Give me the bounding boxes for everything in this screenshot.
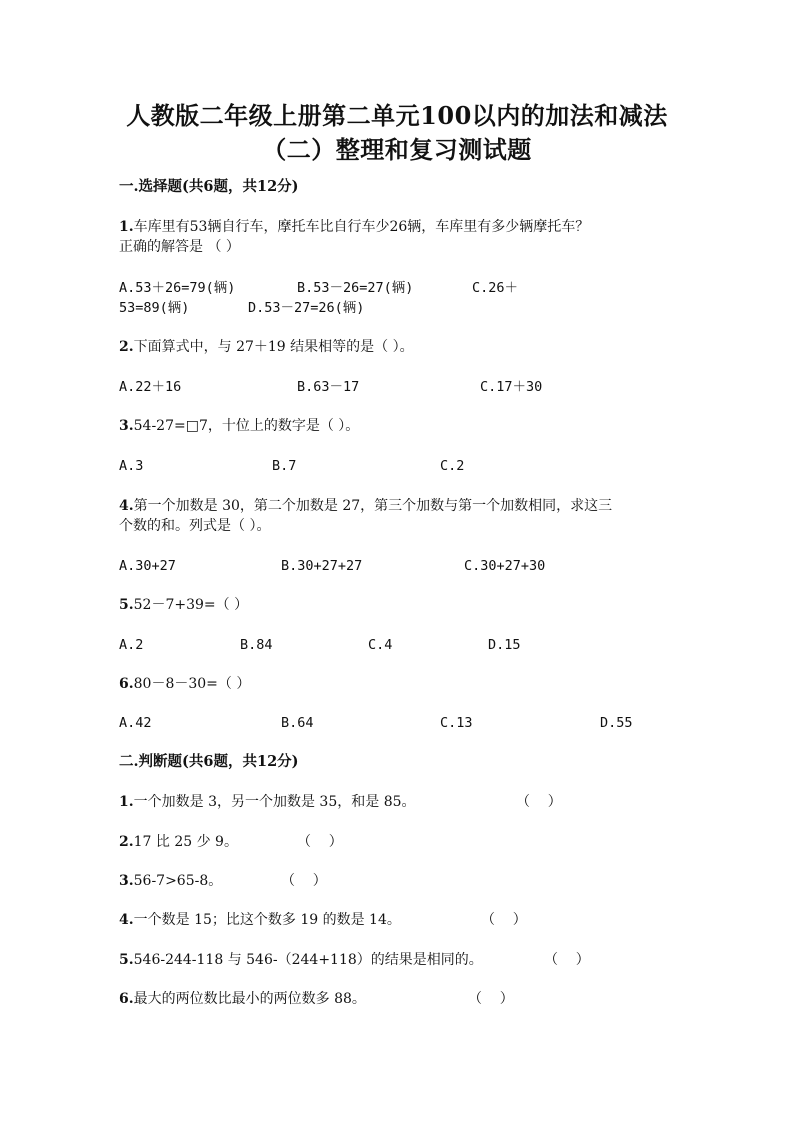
answer-blank[interactable]: （ ） bbox=[297, 834, 343, 850]
question-number: 2. bbox=[119, 339, 134, 355]
question-6 bbox=[119, 675, 250, 693]
item-text: 一个加数是 3，另一个加数是 35，和是 85。 bbox=[133, 794, 416, 810]
answer-blank[interactable]: （ ） bbox=[281, 873, 327, 889]
option-b[interactable]: B.84 bbox=[240, 637, 273, 653]
option-c-continued[interactable]: 53=89(辆) bbox=[119, 300, 190, 316]
question-1 bbox=[119, 218, 589, 236]
judgement-item-4 bbox=[119, 911, 401, 929]
question-text: 80－8－30=（ ） bbox=[133, 676, 251, 692]
item-text: 17 比 25 少 9。 bbox=[133, 834, 238, 850]
answer-blank[interactable]: （ ） bbox=[516, 794, 562, 810]
question-1-line2: 正确的解答是 （ ） bbox=[119, 239, 240, 255]
item-number: 6. bbox=[119, 991, 134, 1007]
question-number: 5. bbox=[119, 597, 134, 613]
option-a[interactable]: A.53＋26=79(辆) bbox=[119, 280, 236, 296]
option-b[interactable]: B.63－17 bbox=[297, 379, 360, 395]
item-number: 2. bbox=[119, 834, 134, 850]
answer-blank[interactable]: （ ） bbox=[468, 991, 514, 1007]
option-c[interactable]: C.2 bbox=[440, 458, 465, 474]
option-b[interactable]: B.30+27+27 bbox=[281, 558, 363, 574]
question-number: 1. bbox=[119, 219, 134, 235]
question-number: 3. bbox=[119, 418, 134, 434]
worksheet-title-line1: 人教版二年级上册第二单元100以内的加法和减法 bbox=[126, 101, 668, 130]
item-number: 4. bbox=[119, 912, 134, 928]
question-4-line2: 个数的和。列式是（ ）。 bbox=[119, 518, 271, 534]
option-c[interactable]: C.4 bbox=[368, 637, 393, 653]
item-text: 一个数是 15；比这个数多 19 的数是 14。 bbox=[133, 912, 401, 928]
question-text: 第一个加数是 30，第二个加数是 27，第三个加数与第一个加数相同，求这三 bbox=[133, 498, 613, 514]
question-text: 54-27=□7，十位上的数字是（ ）。 bbox=[133, 418, 360, 434]
option-b[interactable]: B.64 bbox=[281, 715, 314, 731]
option-a[interactable]: A.30+27 bbox=[119, 558, 176, 574]
option-a[interactable]: A.3 bbox=[119, 458, 144, 474]
item-number: 1. bbox=[119, 794, 134, 810]
judgement-item-2 bbox=[119, 833, 238, 851]
option-c[interactable]: C.17＋30 bbox=[480, 379, 543, 395]
option-d[interactable]: D.55 bbox=[600, 715, 633, 731]
item-text: 546-244-118 与 546-（244+118）的结果是相同的。 bbox=[133, 952, 483, 968]
question-2 bbox=[119, 338, 414, 356]
worksheet-title-line2: （二）整理和复习测试题 bbox=[262, 135, 532, 164]
question-4 bbox=[119, 497, 612, 515]
option-c[interactable]: C.30+27+30 bbox=[464, 558, 546, 574]
item-text: 最大的两位数比最小的两位数多 88。 bbox=[133, 991, 366, 1007]
option-a[interactable]: A.22＋16 bbox=[119, 379, 182, 395]
option-d[interactable]: D.53－27=26(辆) bbox=[248, 300, 365, 316]
option-c[interactable]: C.13 bbox=[440, 715, 473, 731]
answer-blank[interactable]: （ ） bbox=[544, 952, 590, 968]
question-text: 52－7+39=（ ） bbox=[133, 597, 249, 613]
option-c[interactable]: C.26＋ bbox=[472, 280, 519, 296]
judgement-item-5 bbox=[119, 951, 483, 969]
option-a[interactable]: A.42 bbox=[119, 715, 152, 731]
answer-blank[interactable]: （ ） bbox=[481, 912, 527, 928]
item-text: 56-7>65-8。 bbox=[133, 873, 223, 889]
option-b[interactable]: B.53－26=27(辆) bbox=[297, 280, 414, 296]
judgement-item-1 bbox=[119, 793, 416, 811]
section-heading-choice: 一.选择题(共6题，共12分) bbox=[119, 178, 299, 195]
judgement-item-3 bbox=[119, 872, 222, 890]
option-d[interactable]: D.15 bbox=[488, 637, 521, 653]
option-a[interactable]: A.2 bbox=[119, 637, 144, 653]
item-number: 5. bbox=[119, 952, 134, 968]
question-number: 6. bbox=[119, 676, 134, 692]
question-number: 4. bbox=[119, 498, 134, 514]
question-text: 车库里有53辆自行车，摩托车比自行车少26辆，车库里有多少辆摩托车？ bbox=[133, 219, 590, 235]
section-heading-true-false: 二.判断题(共6题，共12分) bbox=[119, 753, 299, 770]
question-3 bbox=[119, 417, 359, 435]
question-text: 下面算式中，与 27＋19 结果相等的是（ ）。 bbox=[133, 339, 414, 355]
judgement-item-6 bbox=[119, 990, 366, 1008]
item-number: 3. bbox=[119, 873, 134, 889]
option-b[interactable]: B.7 bbox=[272, 458, 297, 474]
question-5 bbox=[119, 596, 248, 614]
